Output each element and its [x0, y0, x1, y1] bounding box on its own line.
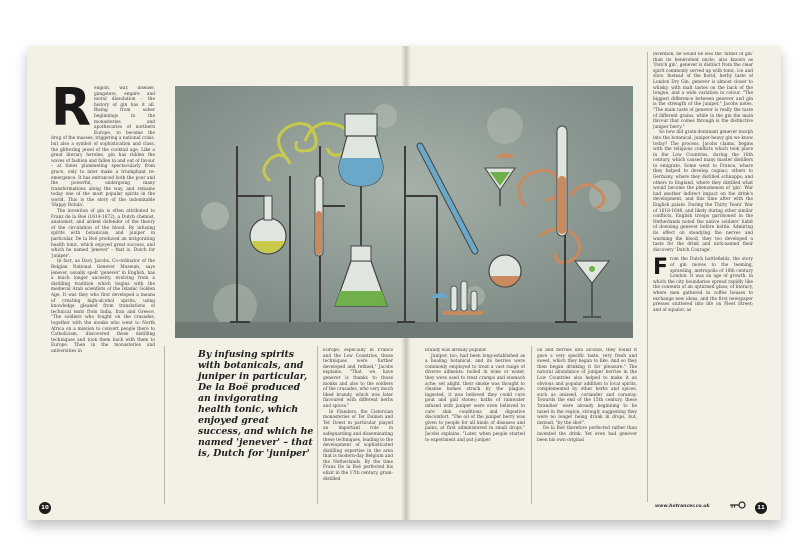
paragraph: So how did grain-dominant genever morph into the botanical, juniper-heavy gin we know today? The process, Jacobs claims, begins with the religious conflicts which took place in the Low Countries, during the 16th century, which caused many master distillers to emigrate. Some went to France, where they helped to develop cognac; others to Germany, where they distilled schnapps; and others to England, where they distilled what would become the phenomenon of 'gin'. War had another indirect impact on the drink's development, and this time after with the English palate. During the Thirty Years' War of 1618-1648, and likely during other similar conflicts, English troops garrisoned in the Netherlands noted the native soldiers' habit of downing genever before battle. Admiring its effect on steadying the nerves and warming the blood, they too developed a taste for the drink and nick-named their discovery 'Dutch Courage'. [653, 130, 753, 253]
paragraph: Europe, especially in France and the Low Countries, those techniques were further developed and refined," Jacobs explains. "That we have genever is thanks to those monks and also to the soldiers of the crusades, who very much liked brandy, which was later flavoured with different herbs and spices." [323, 348, 393, 409]
column-rule [317, 346, 318, 504]
column-rule [164, 346, 165, 504]
section-start [653, 257, 753, 313]
paragraph: eligion, war, disease, gangsters, empire and moral dissolution – the history of gin has it all. Rising from sober beginnings in the monasteries and apothecaries of northern Europe, to become the drug of the masses, triggering a national crisis, but also a symbol of sophistication and class, the glittering jewel of the cocktail age. Like a great literary heroine, gin has ridden the waves of fashion and fallen in and out of favour – at times plummeting spectacularly from grace, only to later make a triumphant re-emergence. It has entranced both the poor and the powerful, undergoing many transformations along the way, and remains today one of the most popular spirits in the world. This is the story of the indomitable 'Happy Botula'. [51, 86, 155, 209]
lab-illustration [175, 86, 633, 338]
pull-quote: By infusing spirits with botanicals, and juniper in particular, De la Boë produced an invigorating health tonic, which enjoyed great success, and which he named 'jenever' – that is, Dutch for 'juniper' [198, 349, 314, 459]
paragraph: brandy was already popular. [425, 348, 487, 353]
body-column [537, 348, 637, 508]
paragraph: oil and berries into alcohol, they found it gave a very specific taste, very fresh and sweet, which they began to like. And so they then began drinking it for pleasure." The natural abundance of juniper berries in the Low Countries also helped to make it an obvious and popular addition to local spirits, complemented by other herbs and spices, such as aniseed, coriander and caraway. Towards the end of the 15th century, these 'brandies' were already beginning to be taxed in the region, strongly suggesting they were no longer being drunk in drops, but, instead, "by the shot". [537, 348, 637, 426]
page-number-left: 10 [39, 502, 51, 514]
key-icon [730, 501, 746, 509]
body-column [653, 52, 753, 498]
paragraph: rom the Dutch battlefields, the story of gin moves to the teeming, sprawling, metropolis of 18th century London. It was an age of growth, in which the city boundaries spread rapidly like the contents of an upturned glass; of literacy, where men gathered in coffee houses to exchange new ideas, and the first newspaper presses stuttered into life on Fleet Street; and of squalor, as [653, 257, 753, 313]
page-number-right: 11 [755, 502, 767, 514]
paragraph: In fact, as Davy Jacobs, Co-ordinator of the Belgian National Genever Museum, says jenever, usually spelt 'genever' in English, has a much longer ancestry, evolving from a distilling tradition which begins with the medieval Arab scientists of the Islamic Golden Age. It was they who first developed a means of creating high-alcohol spirits, using knowledge gleaned from translations of technical texts from India, Iran and Greece. "The soldiers who fought on the crusades, together with the monks who went to North Africa on a mission to convert people there to Catholicism, discovered these distilling techniques and took them back with them to Europe. Then in the monasteries and universities in [51, 259, 155, 354]
body-column [323, 348, 393, 508]
magazine-spread [27, 46, 781, 520]
section-dropcap: F [653, 255, 669, 281]
column-rule [647, 52, 648, 502]
paragraph: De la Boë therefore perfected rather than invented the drink. Yet even had genever been his own original [537, 426, 637, 443]
paragraph: Juniper, too, had been long-established as a healing botanical, and its berries were commonly employed to treat a vast range of diverse ailments: boiled in wine or water, they were used to treat cramps and stomach ache; set alight, their smoke was thought to cleanse homes struck by the plague; ingested, it was believed they could cure gout and gall stones; baths of rainwater infused with juniper were even believed to cure skin conditions and digestive discomfort. "The oil of the juniper berry was given to people for all kinds of diseases and pains, at first administered in small drops," Jacobs explains. "Later, when people started to experiment and put juniper [425, 353, 525, 443]
paragraph: invention, he would be less the 'father of gin' than its benevolent uncle; also known as 'Dutch gin', genever is distinct from the clear spirit commonly served up with tonic, ice and slice. Instead of the florid, herby taste of London Dry Gin, genever is almost closer to whisky, with malt tastes on the back of the tongue, and a wide variation in colour. "The biggest difference between genever and gin is the strength of the juniper," Jacobs notes. "The main taste of genever is really the taste of different grains, while in the gin the main flavour that comes through is the distinctive juniper berry." [653, 52, 753, 130]
distillation-apparatus-art [175, 86, 633, 338]
intro-dropcap: R [51, 86, 92, 138]
footer-url: www.hotrancer.co.uk [655, 504, 710, 509]
column-rule [531, 346, 532, 504]
body-column [425, 348, 525, 508]
paragraph: The invention of gin is often attributed to Franz de la Boë (1614-1672), a Dutch chemist, anatomist, and ardent defender of the theory of the circulation of the blood. By infusing spirits with botanicals, and juniper in particular, De la Boë produced an invigorating health tonic, which enjoyed great success, and which he named 'jenever' – that is, Dutch for 'juniper'. [51, 209, 155, 259]
intro-column [51, 86, 155, 514]
paragraph: In Flanders, the Cistercian monasteries of Ter Duinen and Ter Doest in particular played an important role in safeguarding and disseminating these techniques, leading to the development of sophisticated distilling expertise in the area that is modern-day Belgium and the Netherlands. By the time Franz De la Boë perfected his elixir in the 17th century, grain-distilled [323, 409, 393, 482]
